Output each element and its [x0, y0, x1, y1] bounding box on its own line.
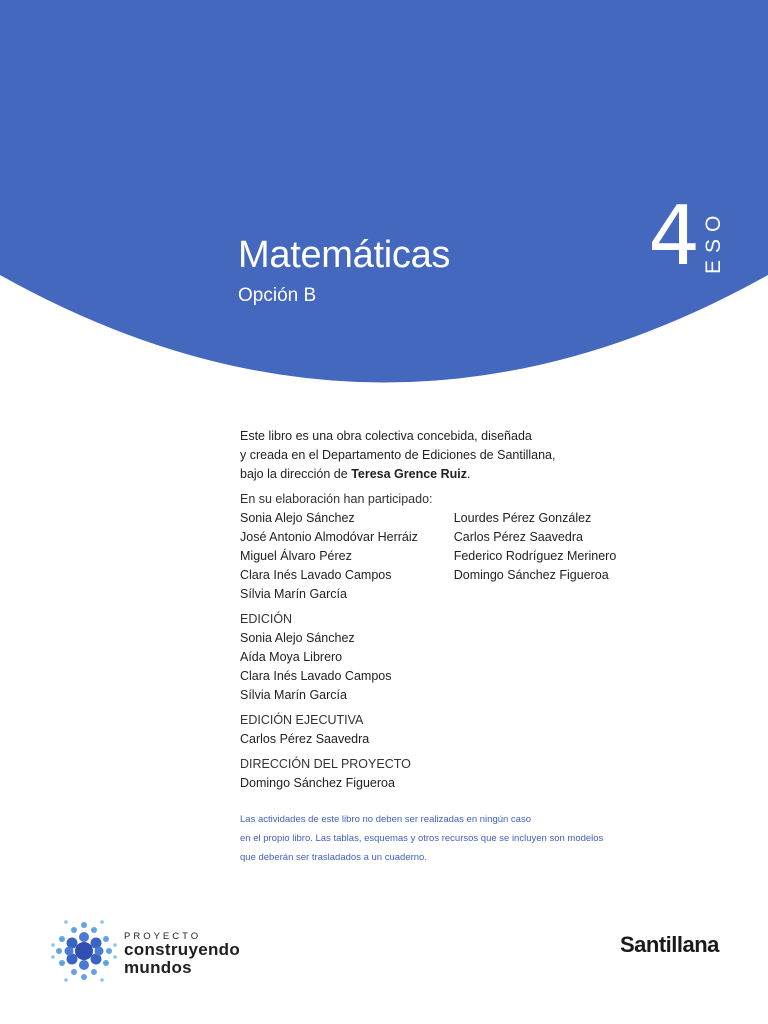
intro-suffix: . — [466, 467, 471, 481]
participant-name: Carlos Pérez Saavedra — [453, 530, 583, 544]
participant-name: Clara Inés Lavado Campos — [240, 568, 392, 582]
logo-name-line: construyendo — [124, 940, 241, 959]
publisher-logo: Santillana — [620, 932, 719, 957]
book-title: Matemáticas — [238, 234, 451, 276]
project-director-name: Domingo Sánchez Figueroa — [240, 776, 395, 790]
intro-line: y creada en el Departamento de Ediciones de Santillana, — [240, 448, 556, 462]
logo-kicker: PROYECTO — [124, 931, 202, 942]
note-line: que deberán ser trasladados a un cuaderno. — [240, 852, 427, 863]
participant-name: Miguel Álvaro Pérez — [240, 549, 352, 563]
participant-name: Sílvia Marín García — [240, 587, 347, 601]
director-name: Teresa Grence Ruiz — [351, 467, 467, 481]
note-line: Las actividades de este libro no deben ser realizadas en ningún caso — [240, 814, 531, 825]
book-subtitle: Opción B — [238, 285, 317, 306]
participants-label: En su elaboración han participado: — [240, 492, 433, 506]
participants-columns — [240, 509, 640, 604]
grade-number: 4 — [648, 189, 701, 284]
project-direction-label: DIRECCIÓN DEL PROYECTO — [240, 757, 411, 771]
usage-note — [240, 810, 640, 867]
logo-name-line: mundos — [124, 958, 192, 977]
participant-name: Domingo Sánchez Figueroa — [453, 568, 609, 582]
dotted-globe-icon — [50, 915, 120, 985]
executive-editor-name: Carlos Pérez Saavedra — [240, 732, 370, 746]
editor-name: Aída Moya Librero — [240, 650, 343, 664]
edition-label: EDICIÓN — [240, 612, 293, 626]
participants-column-1 — [240, 509, 454, 604]
editor-name: Sílvia Marín García — [240, 688, 347, 702]
participant-name: Lourdes Pérez González — [453, 511, 592, 525]
participant-name: Federico Rodríguez Merinero — [453, 549, 617, 563]
intro-prefix: bajo la dirección de — [240, 467, 352, 481]
project-logo — [50, 915, 250, 987]
participant-name: Sonia Alejo Sánchez — [240, 511, 355, 525]
participant-name: José Antonio Almodóvar Herráiz — [240, 530, 418, 544]
logo-name — [124, 941, 240, 977]
intro-line: Este libro es una obra colectiva concebida, diseñada — [240, 429, 532, 443]
participants-column-2 — [454, 509, 640, 604]
editor-name: Clara Inés Lavado Campos — [240, 669, 392, 683]
education-level: ESO — [702, 208, 725, 274]
credits-block — [240, 427, 640, 793]
intro-line — [240, 465, 640, 484]
executive-edition-label: EDICIÓN EJECUTIVA — [240, 713, 364, 727]
note-line: en el propio libro. Las tablas, esquemas y otros recursos que se incluyen son modelos — [240, 833, 604, 844]
editor-name: Sonia Alejo Sánchez — [240, 631, 355, 645]
